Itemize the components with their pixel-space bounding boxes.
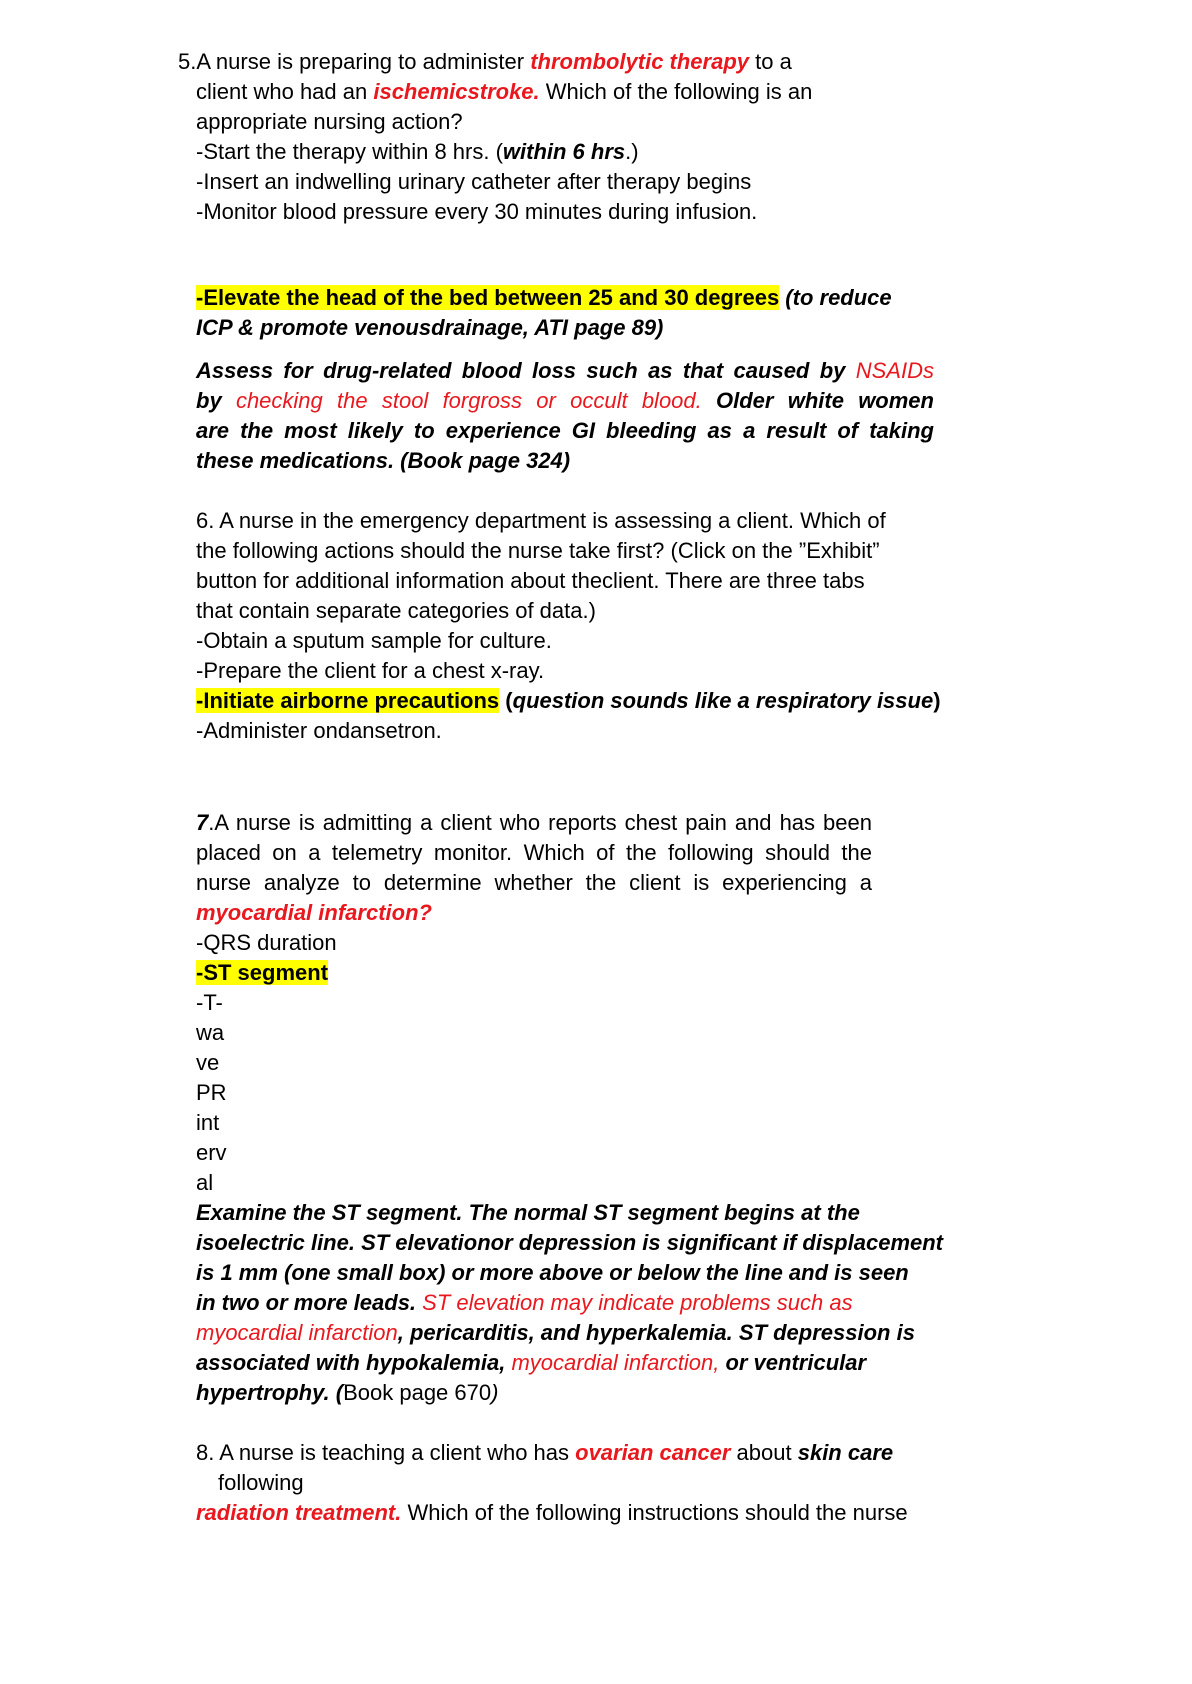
- q5-line-3: appropriate nursing action?: [196, 109, 463, 134]
- q7-explain-line-7: hypertrophy. (Book page 670): [196, 1380, 499, 1405]
- q7-fragment: erv: [196, 1140, 227, 1165]
- q7-line-1: 7.A nurse is admitting a client who reports chest pain and has been: [196, 810, 872, 835]
- q8-keyword-radiation: radiation treatment.: [196, 1500, 402, 1525]
- q7-fragment: int: [196, 1110, 220, 1135]
- q7-answer-highlight: -ST segment: [196, 960, 329, 985]
- q5-option-1: -Start the therapy within 8 hrs. (within 6 hrs.): [196, 139, 639, 164]
- q5-option-2: -Insert an indwelling urinary catheter after therapy begins: [196, 169, 752, 194]
- q5-line-2: client who had an ischemicstroke. Which of the following is an: [196, 79, 813, 104]
- q5-note-line-1: Assess for drug-related blood loss such as that caused by NSAIDs: [196, 358, 934, 383]
- q7-fragment: wa: [196, 1020, 225, 1045]
- q7-explain-line-6: associated with hypokalemia, myocardial infarction, or ventricular: [196, 1350, 867, 1375]
- q5-keyword-thrombolytic: thrombolytic therapy: [530, 49, 750, 74]
- q6-option-4: -Administer ondansetron.: [196, 718, 442, 743]
- q7-fragment: ve: [196, 1050, 220, 1075]
- q5-line-1: 5.A nurse is preparing to administer thrombolytic therapy to a: [178, 49, 792, 74]
- q6-option-1: -Obtain a sputum sample for culture.: [196, 628, 552, 653]
- q7-keyword-mi: myocardial infarction?: [196, 900, 432, 925]
- q5-answer-note: ICP & promote venousdrainage, ATI page 89): [196, 315, 664, 340]
- q6-line-2: the following actions should the nurse take first? (Click on the ”Exhibit”: [196, 538, 880, 563]
- q5-answer-highlight: -Elevate the head of the bed between 25 and 30 degrees: [196, 285, 780, 310]
- q8-line-2: following: [218, 1470, 304, 1495]
- q8-keyword-ovarian-cancer: ovarian cancer: [575, 1440, 731, 1465]
- q5-number: 5.: [178, 49, 197, 74]
- q7-option-1: -QRS duration: [196, 930, 337, 955]
- q5-option-3: -Monitor blood pressure every 30 minutes during infusion.: [196, 199, 758, 224]
- q7-number: 7: [196, 810, 209, 835]
- q7-fragment: PR: [196, 1080, 227, 1105]
- q6-line-4: that contain separate categories of data.): [196, 598, 596, 623]
- q6-line-3: button for additional information about theclient. There are three tabs: [196, 568, 865, 593]
- q8-line-1: 8. A nurse is teaching a client who has ovarian cancer about skin care: [196, 1440, 894, 1465]
- q6-option-2: -Prepare the client for a chest x-ray.: [196, 658, 545, 683]
- q7-explain-line-4: in two or more leads. ST elevation may indicate problems such as: [196, 1290, 853, 1315]
- q6-answer: -Initiate airborne precautions (question sounds like a respiratory issue): [196, 688, 941, 713]
- q5-note-line-2: by checking the stool forgross or occult blood. Older white women: [196, 388, 934, 413]
- q8-line-3: radiation treatment. Which of the following instructions should the nurse: [196, 1500, 908, 1525]
- q7-explain-line-1: Examine the ST segment. The normal ST segment begins at the: [196, 1200, 860, 1225]
- q7-explain-line-5: myocardial infarction, pericarditis, and hyperkalemia. ST depression is: [196, 1320, 915, 1345]
- q7-fragment: -T-: [196, 990, 223, 1015]
- q6-line-1: 6. A nurse in the emergency department is assessing a client. Which of: [196, 508, 886, 533]
- q5-note-line-4: these medications. (Book page 324): [196, 448, 571, 473]
- q7-explain-line-3: is 1 mm (one small box) or more above or below the line and is seen: [196, 1260, 909, 1285]
- q7-line-2: placed on a telemetry monitor. Which of the following should the: [196, 840, 872, 865]
- q5-keyword-stroke: ischemicstroke.: [373, 79, 540, 104]
- q7-fragment: al: [196, 1170, 214, 1195]
- q5-note-line-3: are the most likely to experience GI bleeding as a result of taking: [196, 418, 934, 443]
- q7-line-3: nurse analyze to determine whether the client is experiencing a: [196, 870, 872, 895]
- q5-answer: -Elevate the head of the bed between 25 and 30 degrees (to reduce: [196, 285, 892, 310]
- q7-answer: [196, 957, 328, 989]
- q7-explain-line-2: isoelectric line. ST elevationor depression is significant if displacement: [196, 1230, 944, 1255]
- q6-answer-highlight: -Initiate airborne precautions: [196, 688, 500, 713]
